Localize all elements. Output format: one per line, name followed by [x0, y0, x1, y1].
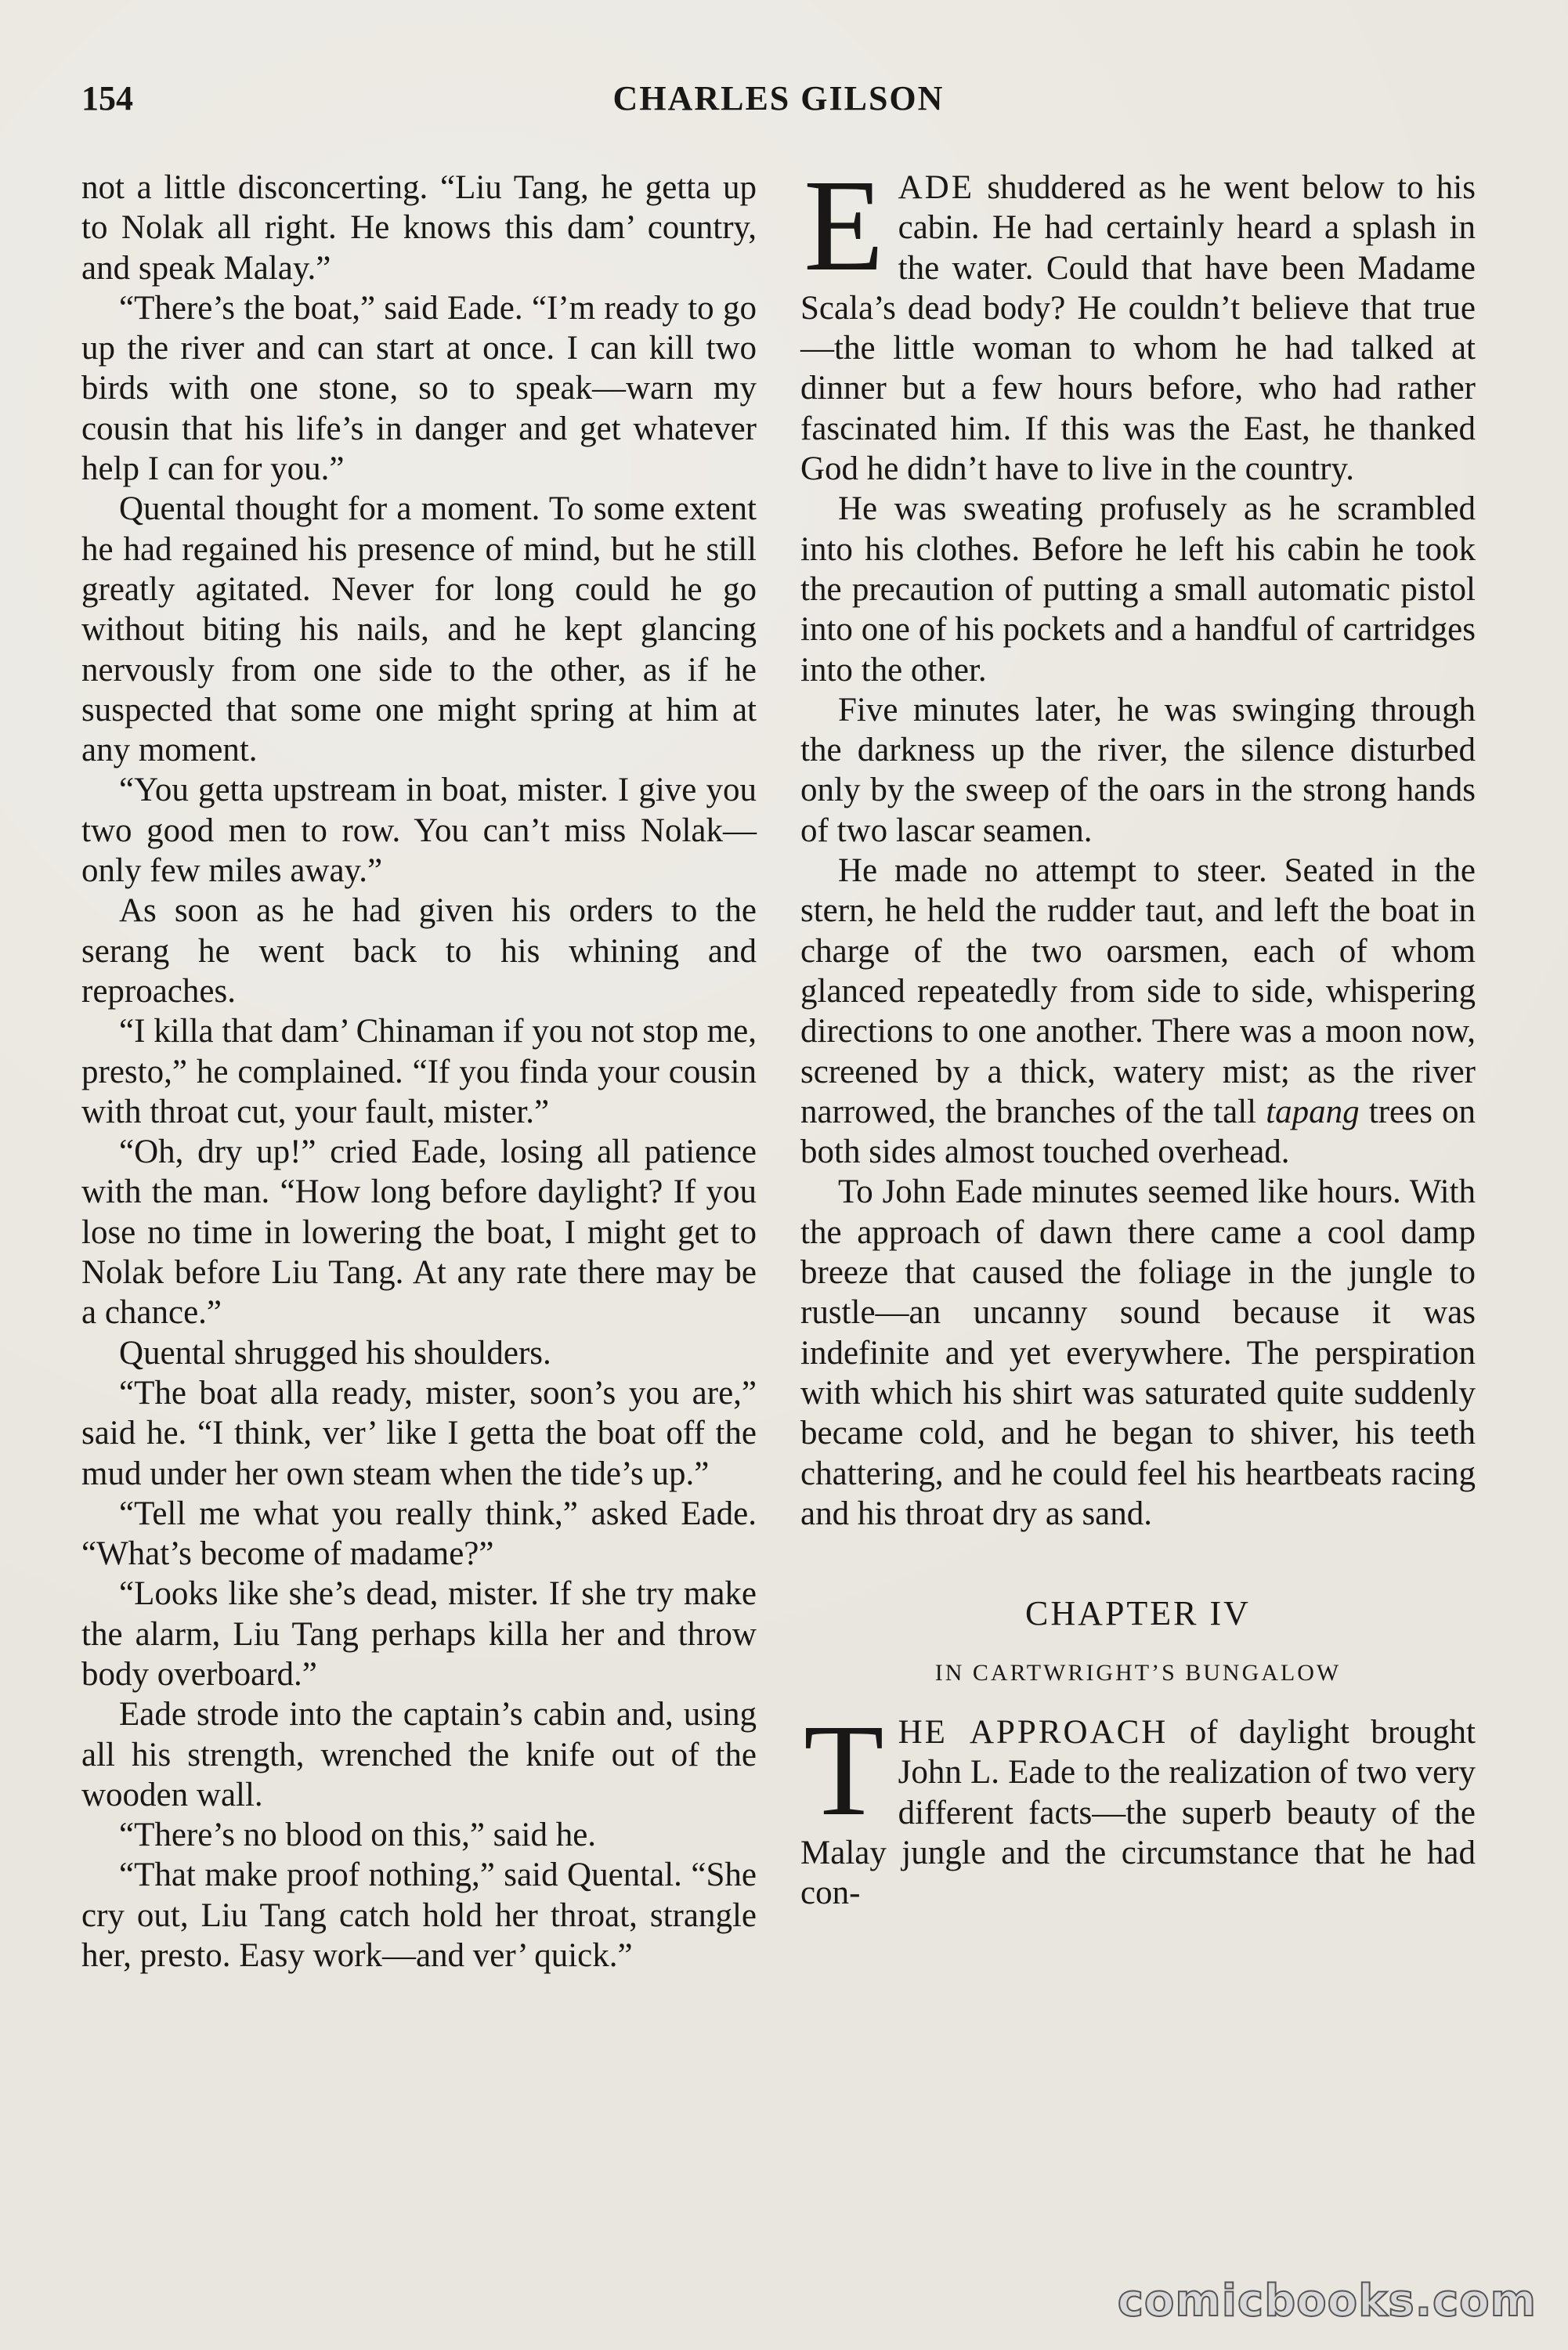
paragraph: Eade strode into the captain’s cabin and, using all his strength, wrenched the knife out of the wooden wall.	[81, 1696, 757, 1813]
paragraph: To John Eade minutes seemed like hours. With the approach of dawn there came a cool damp breeze that caused the foliage in the jungle to rustle—an uncanny sound because it was indefinite and yet everywhere. The perspiration with which his shirt was saturated quite suddenly became cold, and he began to shiver, his teeth chattering, and he could feel his heartbeats racing and his throat dry as sand.	[800, 1173, 1476, 1532]
paragraph: Quental shrugged his shoulders.	[119, 1334, 551, 1372]
paragraph: “That make proof nothing,” said Quental. “She cry out, Liu Tang catch hold her throat, strangle her, presto. Easy work—and ver’ quick.”	[81, 1856, 757, 1975]
italic-term: tapang	[1266, 1093, 1360, 1130]
paragraph: “Oh, dry up!” cried Eade, losing all patience with the man. “How long before daylight? If you lose no time in lowering the boat, I might get to Nolak before Liu Tang. At any rate there may be a chance.”	[81, 1133, 757, 1332]
running-head: CHARLES GILSON	[612, 79, 945, 118]
paragraph-text: trees on both sides almost touched overhead.	[800, 1093, 1476, 1171]
paragraph: “Tell me what you really think,” asked Eade. “What’s become of madame?”	[81, 1495, 757, 1573]
paragraph: not a little disconcerting. “Liu Tang, he getta up to Nolak all right. He knows this dam’ country, and speak Malay.”	[81, 169, 757, 287]
paragraph: “Looks like she’s dead, mister. If she try make the alarm, Liu Tang perhaps killa her and throw body overboard.”	[81, 1575, 757, 1693]
paragraph-text: shuddered as he went below to his cabin. He had certainly heard a splash in the water. Could that have been Madame Scala’s dead body? He couldn’t believe that true—the little woman to whom he had talked at dinner but a few hours before, who had rather fascinated him. If this was the East, he thanked God he didn’t have to live in the country.	[800, 169, 1476, 488]
paragraph: “You getta upstream in boat, mister. I give you two good men to row. You can’t miss Nolak—only few miles away.”	[81, 772, 757, 890]
paragraph: He was sweating profusely as he scrambled into his clothes. Before he left his cabin he took the precaution of putting a small automatic pistol into one of his pockets and a handful of cartridges into the other.	[800, 490, 1476, 689]
paragraph-dropcap	[800, 1697, 1476, 1913]
right-column	[800, 153, 1476, 1914]
lead-in: HE APPROACH	[898, 1714, 1169, 1752]
paragraph	[800, 851, 1476, 1172]
paragraph: Five minutes later, he was swinging through the darkness up the river, the silence disturbed only by the sweep of the oars in the strong hands of two lascar seamen.	[800, 691, 1476, 849]
paragraph: As soon as he had given his orders to the serang he went back to his whining and reproaches.	[81, 892, 757, 1010]
paragraph: “I killa that dam’ Chinaman if you not stop me, presto,” he complained. “If you finda your cousin with throat cut, your fault, mister.”	[81, 1013, 757, 1130]
lead-in: ADE	[898, 169, 974, 206]
paragraph: “There’s the boat,” said Eade. “I’m ready to go up the river and can start at once. I can kill two birds with one stone, so to speak—warn my cousin that his life’s in danger and get whatever help I can for you.”	[81, 289, 757, 488]
drop-cap: T	[804, 1697, 884, 1844]
left-column	[81, 168, 757, 1976]
paragraph: “The boat alla ready, mister, soon’s you are,” said he. “I think, ver’ like I getta the boat off the mud under her own steam when the tide’s up.”	[81, 1374, 757, 1492]
chapter-subtitle: IN CARTWRIGHT’S BUNGALOW	[934, 1660, 1342, 1687]
paragraph-text: of daylight brought John L. Eade to the realization of two very different facts—the superb beauty of the Malay jungle and the circumstance that he had con-	[800, 1714, 1476, 1912]
drop-cap: E	[804, 153, 884, 298]
chapter-heading: CHAPTER IV	[1025, 1594, 1251, 1633]
watermark: comicbooks.com	[1117, 2276, 1537, 2326]
paragraph: Quental thought for a moment. To some extent he had regained his presence of mind, but he still greatly agitated. Never for long could he go without biting his nails, and he kept glancing nervously from one side to the other, as if he suspected that some one might spring at him at any moment.	[81, 490, 757, 769]
paragraph: “There’s no blood on this,” said he.	[119, 1817, 597, 1854]
page-number: 154	[81, 79, 133, 118]
paragraph-text: He made no attempt to steer. Seated in the stern, he held the rudder taut, and left the boat in charge of the two oarsmen, each of whom glanced repeatedly from side to side, whispering directions to one another. There was a moon now, screened by a thick, watery mist; as the river narrowed, the branches of the tall	[800, 852, 1476, 1130]
paragraph-dropcap	[800, 153, 1476, 489]
page-header	[81, 78, 1476, 133]
